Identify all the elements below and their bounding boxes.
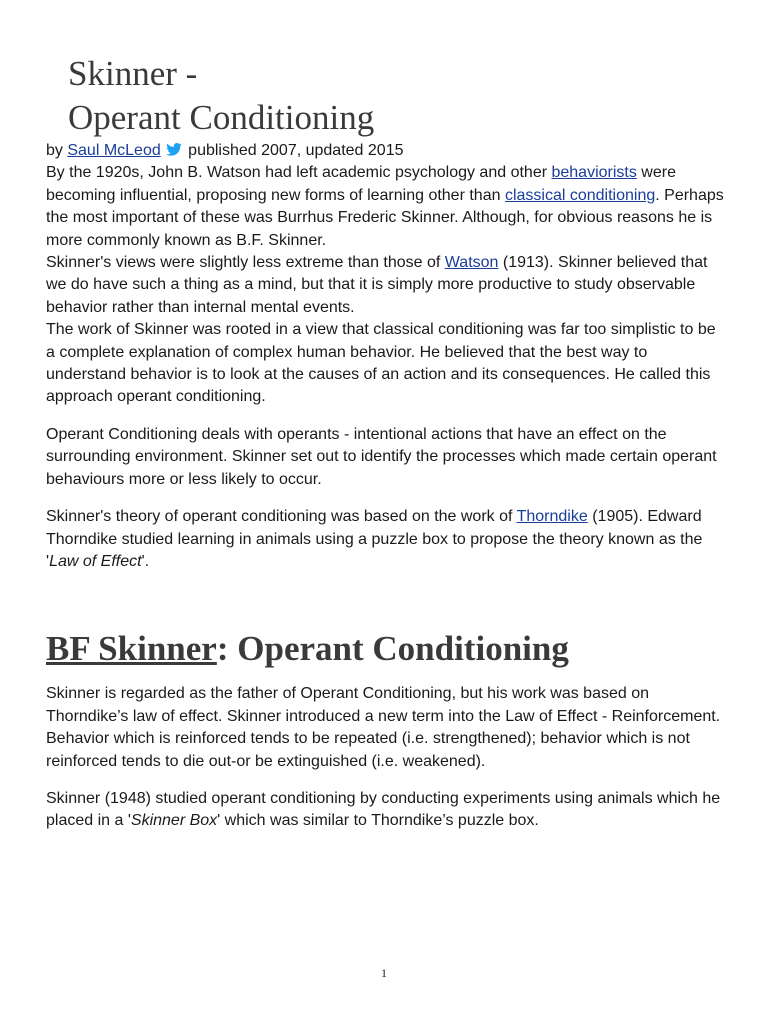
thorndike-link[interactable]: Thorndike bbox=[516, 508, 588, 526]
para2-text-a: Skinner's views were slightly less extreme than those of bbox=[46, 254, 445, 272]
para1-text-a: By the 1920s, John B. Watson had left academic psychology and other bbox=[46, 164, 552, 182]
bf-skinner-link[interactable]: BF Skinner bbox=[46, 629, 217, 669]
classical-conditioning-link[interactable]: classical conditioning bbox=[504, 186, 656, 204]
author-link[interactable]: Saul McLeod bbox=[67, 142, 161, 159]
para7-text-b: ' which was similar to Thorndike’s puzzle box. bbox=[217, 812, 539, 830]
para1-text-b: were becoming influential, proposing new forms of learning other than bbox=[46, 164, 676, 204]
section-heading-rest: : Operant Conditioning bbox=[216, 629, 569, 669]
title-line-2: Operant Conditioning bbox=[68, 98, 375, 137]
para7-text-a: Skinner (1948) studied operant conditioning by conducting experiments using animals which he placed in a ' bbox=[46, 789, 721, 830]
section-heading bbox=[46, 629, 726, 669]
byline bbox=[46, 140, 726, 162]
document-page bbox=[46, 52, 726, 833]
twitter-icon[interactable] bbox=[166, 143, 182, 156]
paragraph-1 bbox=[46, 162, 726, 252]
page-title bbox=[68, 52, 726, 140]
paragraph-4: Operant Conditioning deals with operants - intentional actions that have an effect on the surrounding environment. Skinner set out to identify the processes which made certain operant behaviours more or less likely to occur. bbox=[46, 425, 717, 488]
paragraph-3: The work of Skinner was rooted in a view that classical conditioning was far too simplistic to be a complete explanation of complex human behavior. He believed that the best way to understand behavior is to look at the causes of an action and its consequences. He called this approach operant conditioning. bbox=[46, 321, 716, 406]
paragraph-2 bbox=[46, 252, 726, 319]
watson-link[interactable]: Watson bbox=[444, 254, 499, 272]
para5-text-a: Skinner's theory of operant conditioning was based on the work of bbox=[46, 508, 517, 526]
paragraph-5 bbox=[46, 506, 726, 573]
title-line-1: Skinner - bbox=[68, 54, 198, 93]
para5-text-c: '. bbox=[141, 552, 150, 570]
para5-text-b: (1905). Edward Thorndike studied learning in animals using a puzzle box to propose the theory known as the ' bbox=[46, 508, 703, 570]
para2-text-b: (1913). Skinner believed that we do have such a thing as a mind, but that it is simply more productive to study observable behavior rather than internal mental events. bbox=[46, 254, 708, 316]
byline-by: by bbox=[46, 142, 68, 159]
skinner-box-term: Skinner Box bbox=[130, 812, 218, 830]
para1-text-c: . Perhaps the most important of these was Burrhus Frederic Skinner. Although, for obvious reasons he is more commonly known as B.F. Skinner. bbox=[46, 186, 724, 249]
paragraph-6: Skinner is regarded as the father of Operant Conditioning, but his work was based on Thorndike’s law of effect. Skinner introduced a new term into the Law of Effect - Reinforcement. Behavior which is reinforced tends to be repeated (i.e. strengthened); behavior which is not reinforced tends to die out-or be extinguished (i.e. weakened). bbox=[46, 685, 721, 770]
paragraph-7 bbox=[46, 788, 726, 833]
page-number: 1 bbox=[381, 966, 387, 980]
byline-date: published 2007, updated 2015 bbox=[183, 142, 404, 159]
law-of-effect-term: Law of Effect bbox=[49, 552, 142, 570]
behaviorists-link[interactable]: behaviorists bbox=[551, 164, 637, 182]
